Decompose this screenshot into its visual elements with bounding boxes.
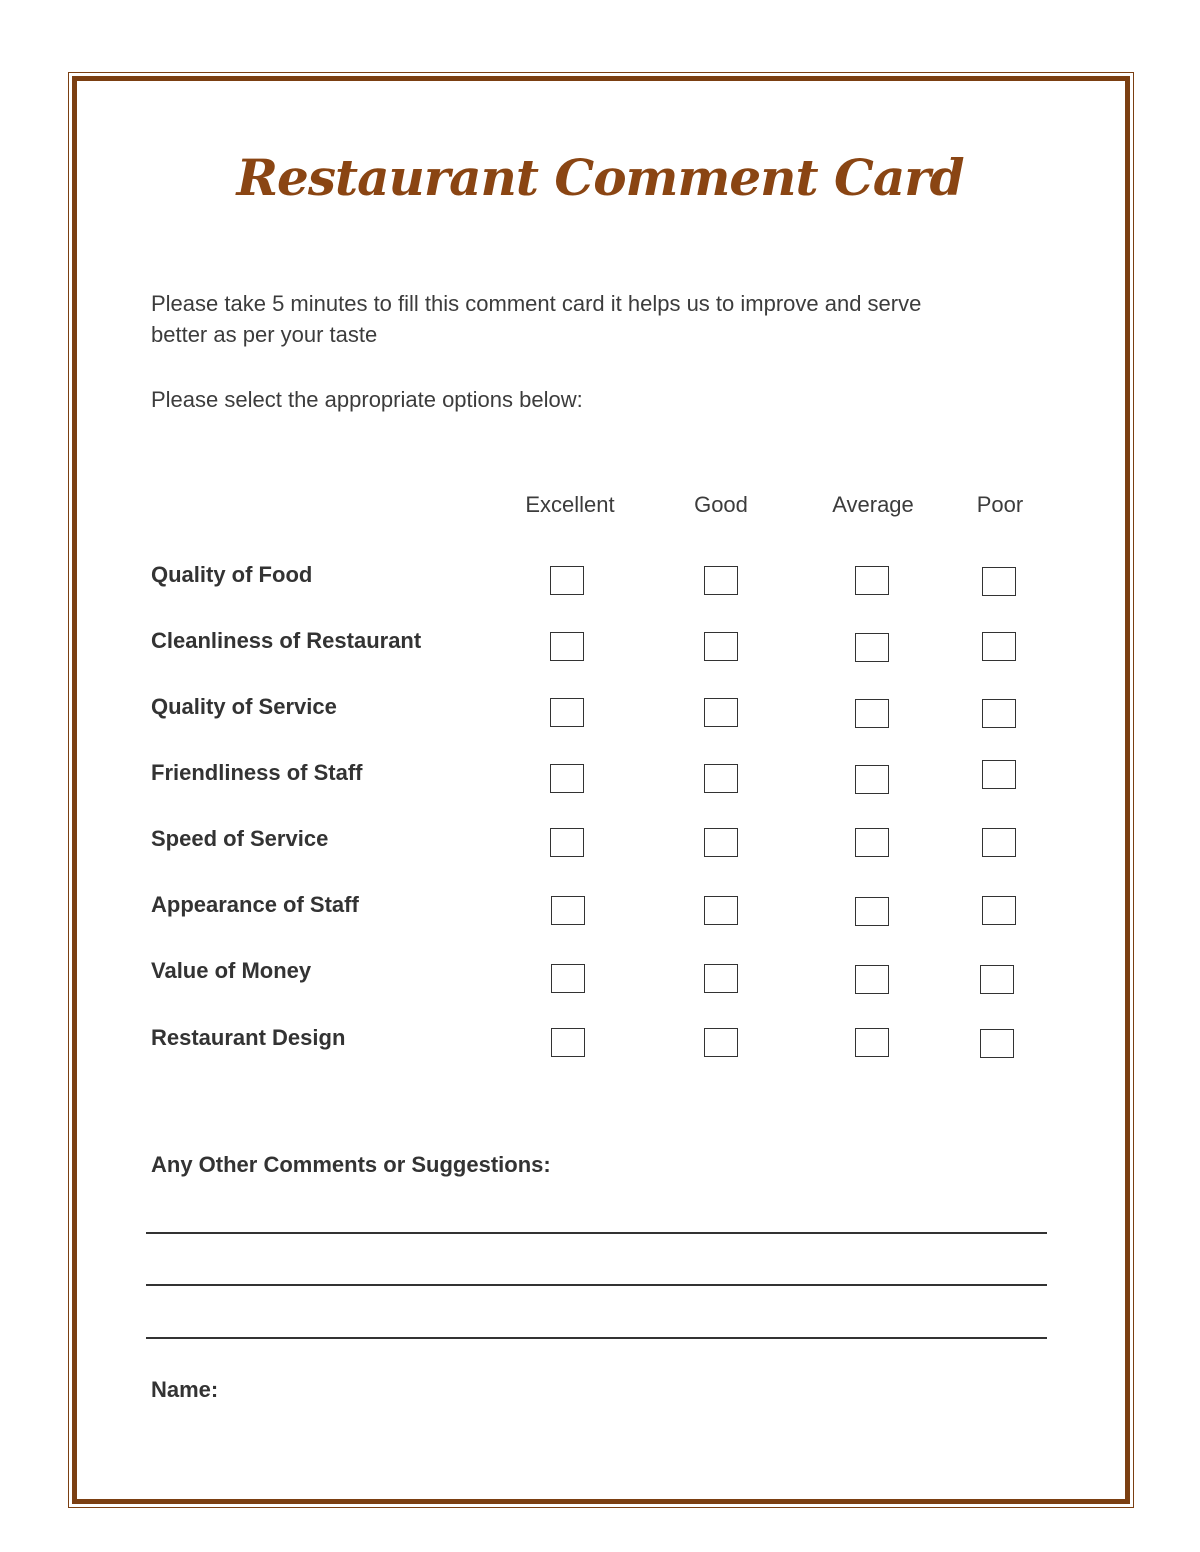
checkbox-friendliness-average[interactable]: [855, 765, 889, 794]
row-label-restaurant-design: Restaurant Design: [151, 1025, 346, 1050]
row-label-speed-of-service: Speed of Service: [151, 826, 329, 851]
checkbox-friendliness-good[interactable]: [704, 764, 738, 793]
checkbox-cleanliness-poor[interactable]: [982, 632, 1016, 661]
checkbox-speed-poor[interactable]: [982, 828, 1016, 857]
checkbox-value-good[interactable]: [704, 964, 738, 993]
row-label-appearance: Appearance of Staff: [151, 892, 359, 917]
row-label-friendliness: Friendliness of Staff: [151, 760, 363, 785]
checkbox-appearance-excellent[interactable]: [551, 896, 585, 925]
card-title: Restaurant Comment Card: [236, 148, 964, 207]
checkbox-speed-excellent[interactable]: [550, 828, 584, 857]
checkbox-cleanliness-good[interactable]: [704, 632, 738, 661]
checkbox-appearance-good[interactable]: [704, 896, 738, 925]
name-label: Name:: [151, 1377, 219, 1402]
row-label-quality-of-service: Quality of Service: [151, 694, 337, 719]
checkbox-food-poor[interactable]: [982, 567, 1016, 596]
column-header-excellent: Excellent: [525, 492, 615, 517]
checkbox-speed-average[interactable]: [855, 828, 889, 857]
row-label-cleanliness: Cleanliness of Restaurant: [151, 628, 422, 653]
checkbox-food-average[interactable]: [855, 566, 889, 595]
checkbox-service-excellent[interactable]: [550, 698, 584, 727]
checkbox-appearance-poor[interactable]: [982, 896, 1016, 925]
column-header-average: Average: [832, 492, 914, 517]
checkbox-value-poor[interactable]: [980, 965, 1014, 994]
checkbox-cleanliness-excellent[interactable]: [550, 632, 584, 661]
checkbox-design-excellent[interactable]: [551, 1028, 585, 1057]
checkbox-design-average[interactable]: [855, 1028, 889, 1057]
intro-text: Please take 5 minutes to fill this comment card it helps us to improve and serve better as per your taste: [151, 291, 922, 347]
checkbox-friendliness-excellent[interactable]: [550, 764, 584, 793]
checkbox-design-good[interactable]: [704, 1028, 738, 1057]
comment-line-2[interactable]: [146, 1284, 1047, 1286]
comment-line-3[interactable]: [146, 1337, 1047, 1339]
checkbox-service-poor[interactable]: [982, 699, 1016, 728]
comment-line-1[interactable]: [146, 1232, 1047, 1234]
column-header-poor: Poor: [976, 492, 1024, 517]
checkbox-design-poor[interactable]: [980, 1029, 1014, 1058]
checkbox-service-good[interactable]: [704, 698, 738, 727]
checkbox-food-good[interactable]: [704, 566, 738, 595]
checkbox-appearance-average[interactable]: [855, 897, 889, 926]
checkbox-friendliness-poor[interactable]: [982, 760, 1016, 789]
checkbox-service-average[interactable]: [855, 699, 889, 728]
row-label-quality-of-food: Quality of Food: [151, 562, 313, 587]
comments-label: Any Other Comments or Suggestions:: [151, 1152, 551, 1177]
checkbox-speed-good[interactable]: [704, 828, 738, 857]
instruction-text: Please select the appropriate options below:: [151, 387, 583, 412]
column-header-good: Good: [694, 492, 748, 517]
checkbox-food-excellent[interactable]: [550, 566, 584, 595]
checkbox-value-excellent[interactable]: [551, 964, 585, 993]
checkbox-value-average[interactable]: [855, 965, 889, 994]
row-label-value-of-money: Value of Money: [151, 958, 312, 983]
checkbox-cleanliness-average[interactable]: [855, 633, 889, 662]
